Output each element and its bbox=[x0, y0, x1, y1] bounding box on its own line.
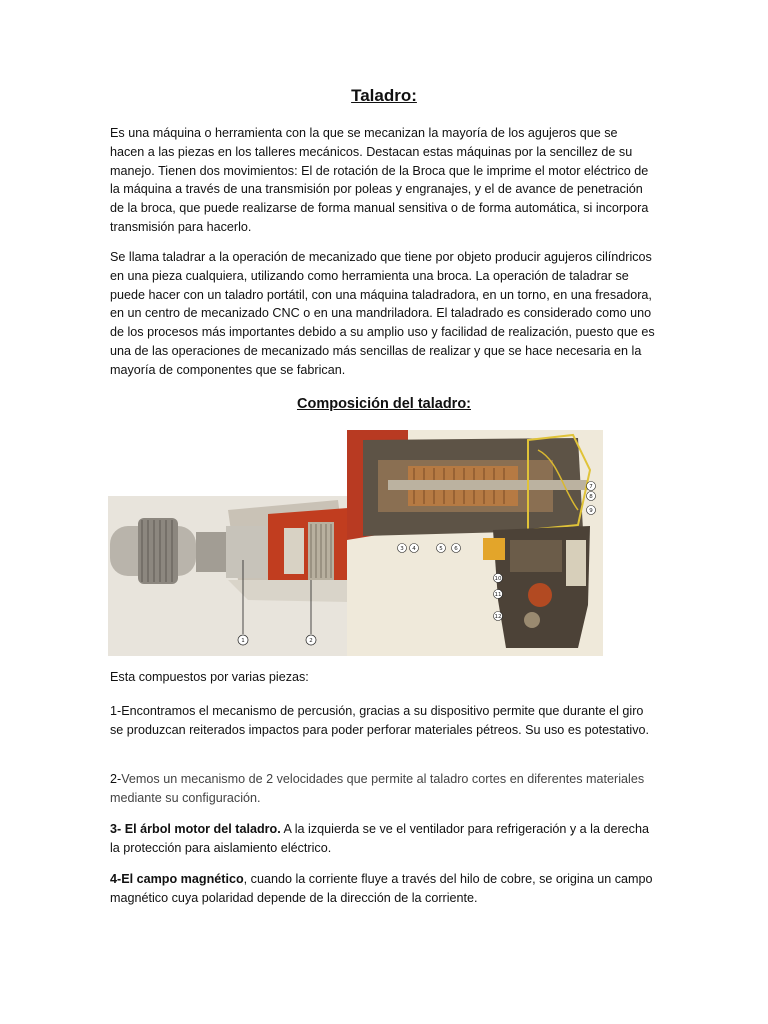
figure-label: 7 bbox=[589, 484, 593, 490]
item-4 bbox=[110, 870, 655, 908]
drill-cutaway-illustration bbox=[108, 430, 603, 656]
figure-label: 8 bbox=[589, 494, 593, 500]
description-paragraph: Se llama taladrar a la operación de mecanizado que tiene por objeto producir agujeros cilíndricos en una pieza cualquiera, utilizando como herramienta una broca. La operación de taladrar se puede hacer con un taladro portátil, con una máquina taladradora, en un torno, en una fresadora, en un centro de mecanizado CNC o en una mandriladora. El taladrado es considerado como uno de los procesos más importantes debido a su amplio uso y facilidad de realización, puesto que es una de las operaciones de mecanizado más sencillas de realizar y que se hace necesaria en la mayoría de componentes que se fabrican. bbox=[110, 250, 655, 377]
item-2 bbox=[110, 770, 655, 808]
item-3-heading: 3- El árbol motor del taladro. bbox=[110, 822, 281, 836]
intro-paragraph: Es una máquina o herramienta con la que se mecanizan la mayoría de los agujeros que se hacen a las piezas en los talleres mecánicos. Destacan estas máquinas por la sencillez de su manejo. Tienen dos movimientos: El de rotación de la Broca que le imprime el motor eléctrico de la máquina a través de una transmisión por poleas y engranajes, y el de avance de penetración de la broca, que puede realizarse de forma manual sensitiva o de forma automática, si incorpora transmisión para hacerlo. bbox=[110, 126, 649, 234]
composition-title: Composición del taladro: bbox=[296, 396, 471, 412]
item-4-text: , cuando la corriente fluye a través del hilo de cobre, se origina un campo magnético cuya polaridad depende de la dirección de la corriente. bbox=[110, 872, 653, 905]
figure-label: 3 bbox=[400, 546, 404, 552]
figure-label: 4 bbox=[412, 546, 416, 552]
pieces-intro: Esta compuestos por varias piezas: bbox=[110, 670, 309, 684]
item-3 bbox=[110, 820, 655, 858]
figure-label: 10 bbox=[494, 576, 502, 582]
item-2-text: Vemos un mecanismo de 2 velocidades que permite al taladro cortes en diferentes materiales mediante su configuración. bbox=[110, 772, 645, 805]
figure-label: 11 bbox=[494, 592, 502, 598]
figure-label: 5 bbox=[439, 546, 443, 552]
figure-label: 12 bbox=[494, 614, 502, 620]
item-2-number: 2- bbox=[110, 772, 122, 786]
figure-label: 6 bbox=[454, 546, 458, 552]
item-4-heading: 4-El campo magnético bbox=[110, 872, 244, 886]
page-title: Taladro: bbox=[351, 86, 417, 105]
item-1: 1-Encontramos el mecanismo de percusión, gracias a su dispositivo permite que durante el giro se produzcan reiterados impactos para poder perforar materiales pétreos. Su uso es potestativo. bbox=[110, 704, 650, 737]
figure-label: 2 bbox=[309, 638, 313, 644]
figure-label: 1 bbox=[241, 638, 245, 644]
item-3-text: A la izquierda se ve el ventilador para refrigeración y a la derecha la protección para aislamiento eléctrico. bbox=[110, 822, 649, 855]
figure-label: 9 bbox=[589, 508, 593, 514]
